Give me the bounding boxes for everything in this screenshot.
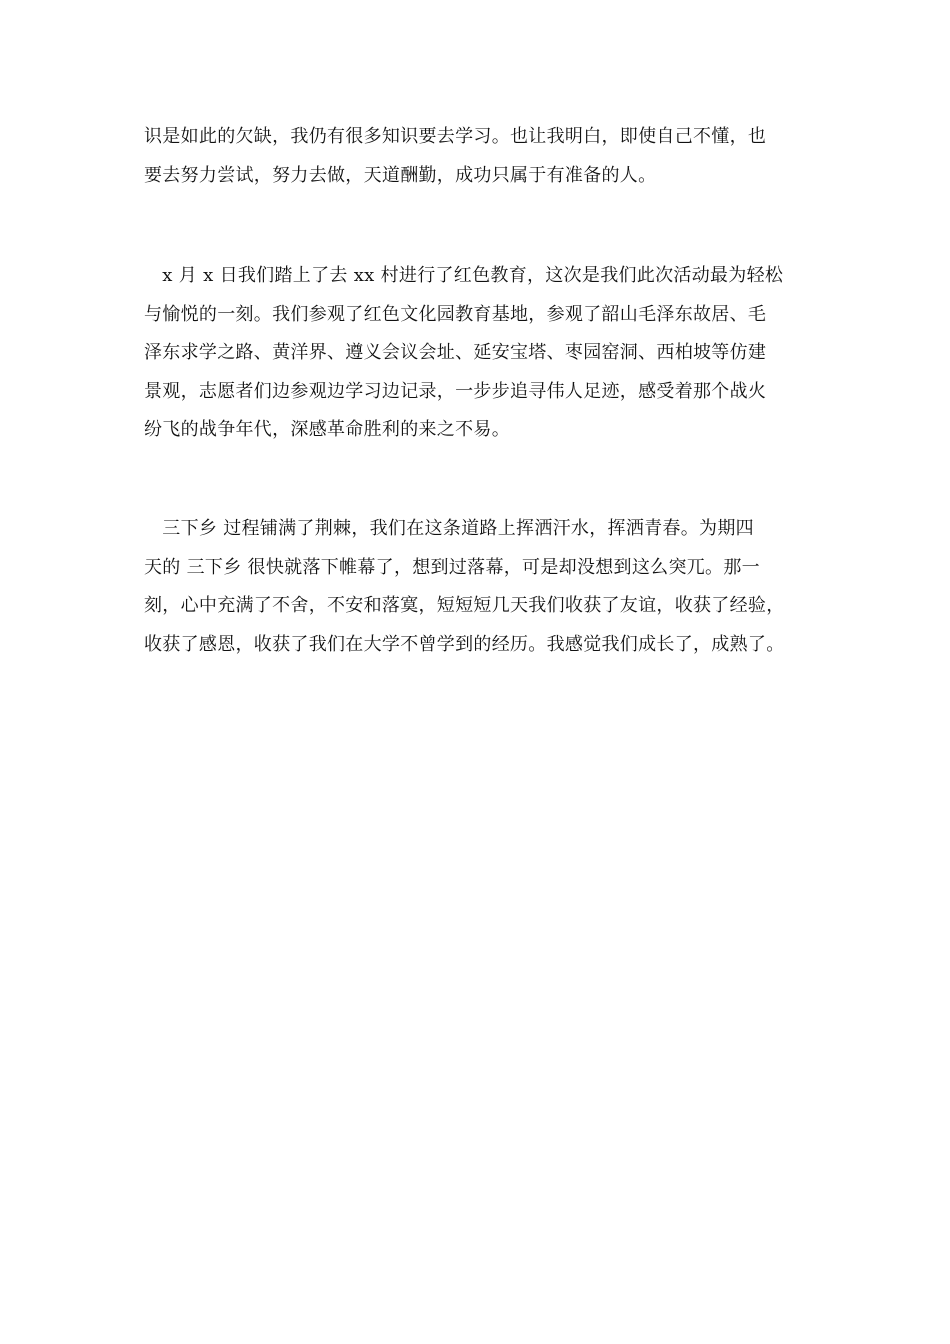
paragraph-line: 与愉悦的一刻。我们参观了红色文化园教育基地，参观了韶山毛泽东故居、毛 — [144, 303, 767, 325]
paragraph-1 — [144, 118, 808, 195]
paragraph-line: 收获了感恩，收获了我们在大学不曾学到的经历。我感觉我们成长了，成熟了。 — [144, 633, 785, 655]
paragraph-line: 景观，志愿者们边参观边学习边记录，一步步追寻伟人足迹，感受着那个战火 — [144, 380, 767, 402]
paragraph-line: 识是如此的欠缺，我仍有很多知识要去学习。也让我明白，即使自己不懂，也 — [144, 126, 767, 147]
paragraph-line: 泽东求学之路、黄洋界、遵义会议会址、延安宝塔、枣园窑洞、西柏坡等仿建 — [144, 342, 767, 363]
paragraph-line: 天的 三下乡 很快就落下帷幕了，想到过落幕，可是却没想到这么突兀。那一 — [144, 556, 760, 578]
paragraph-3 — [144, 510, 808, 664]
paragraph-line: 刻，心中充满了不舍，不安和落寞，短短短几天我们收获了友谊，收获了经验， — [144, 595, 785, 616]
paragraph-line: x 月 x 日我们踏上了去 xx 村进行了红色教育，这次是我们此次活动最为轻松 — [144, 265, 784, 286]
paragraph-line: 纷飞的战争年代，深感革命胜利的来之不易。 — [144, 419, 510, 440]
paragraph-2 — [144, 257, 808, 450]
paragraph-line: 三下乡 过程铺满了荆棘，我们在这条道路上挥洒汗水，挥洒青春。为期四 — [144, 518, 754, 539]
paragraph-line: 要去努力尝试，努力去做，天道酬勤，成功只属于有准备的人。 — [144, 164, 657, 186]
